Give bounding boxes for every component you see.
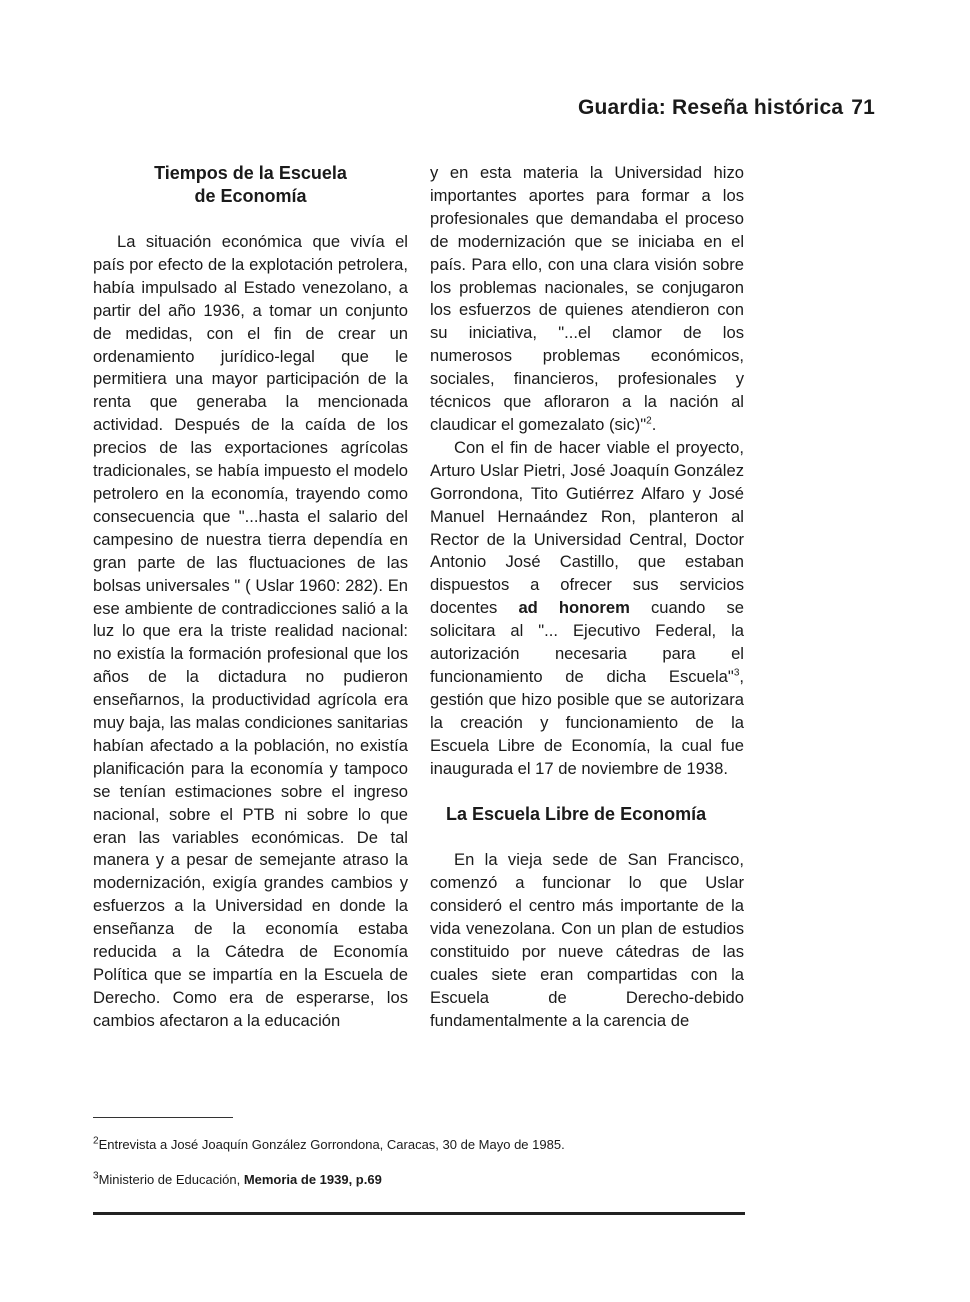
running-title: Guardia: Reseña histórica <box>577 96 844 119</box>
section-heading-line-2: de Economía <box>194 186 307 206</box>
footnote-mark-2: 2 <box>93 1135 99 1147</box>
footnote-text: Ministerio de Educación, <box>98 1172 244 1187</box>
running-header <box>578 96 875 120</box>
left-column <box>93 162 408 1033</box>
paragraph-text: y en esta materia la Universidad hizo importantes aportes para formar a los profesionales que demandaba el proceso de modernización que se iniciaba en el país. Para ello, con una clara visión sobre los problemas nacionales, se conjugaron los esfuerzos de quienes atendieron con su iniciativa, "...el clamor de los numerosos problemas económicos, sociales, financieros, profesionales y técnicos que afloraron a la nación al claudicar el gomezalato (sic)" <box>430 163 744 434</box>
footnote-2 <box>93 1137 565 1153</box>
paragraph-text: Con el fin de hacer viable el proyecto, Arturo Uslar Pietri, José Joaquín González Gorrondona, Tito Gutiérrez Alfaro y José Manuel Hernaández Ron, planteron al Rector de la Universidad Central, Doctor Antonio José Castillo, que estaban dispuestos a ofrecer sus servicios docentes <box>430 437 744 618</box>
footnote-text: Entrevista a José Joaquín González Gorrondona, Caracas, 30 de Mayo de 1985. <box>98 1137 565 1152</box>
footnote-3 <box>93 1172 382 1188</box>
page-bottom-rule <box>93 1212 745 1215</box>
page-number: 71 <box>851 96 875 119</box>
footnote-ref-2[interactable]: 2 <box>646 415 652 427</box>
footnote-ref-3[interactable]: 3 <box>733 667 740 679</box>
section-heading-tiempos <box>93 162 408 208</box>
body-paragraph-2 <box>430 437 744 781</box>
body-paragraph-1: La situación económica que vivía el país por efecto de la explotación petrolera, había impulsado al Estado venezolano, a partir del año 1936, a tomar un conjunto de medidas, con el fin de crear un ordenamiento jurídico-legal que le permitiera una mayor participación de la renta que generaba la mencionada actividad. Después de la caída de los precios de las exportaciones agrícolas tradicionales, se había impuesto el modelo petrolero en la economía, trayendo como consecuencia que "...hasta el salario del campesino de nuestra tierra dependía en gran parte de las fluctuaciones de las bolsas universales " ( Uslar 1960: 282). En ese ambiente de contradicciones salió a la luz lo que era la triste realidad nacional: no existía la formación profesional que los años de la dictadura no pudieron enseñarnos, la productividad agrícola era muy baja, las malas condiciones sanitarias habían afectado a la población, no existía planificación para la economía y tampoco se tenían estimaciones sobre el ingreso nacional, sobre el PTB ni sobre lo que eran las variables económicas. De tal manera y a pesar de semejante atraso la modernización, exigía grandes cambios y esfuerzos a la Universidad en donde la enseñanza de la economía estaba reducida a la Cátedra de Economía Política que se impartía en la Escuela de Derecho. Como era de esperarse, los cambios afectaron a la educación <box>93 232 408 1030</box>
footnote-separator <box>93 1117 233 1118</box>
paragraph-text-end: . <box>651 414 657 434</box>
emphasis-ad-honorem: ad honorem <box>518 598 630 618</box>
paragraph-text-mid: cuando se solicitara al "... Ejecutivo Federal, la autorización necesaria para el funcionamiento de dicha Escuela" <box>430 598 744 686</box>
paragraph-text-end: , gestión que hizo posible que se autorizara la creación y funcionamiento de la Escuela Libre de Economía, la cual fue inaugurada el 17 de noviembre de 1938. <box>430 666 744 778</box>
section-heading-line-1: Tiempos de la Escuela <box>154 163 347 183</box>
footnote-bold-title: Memoria de 1939, p.69 <box>243 1172 382 1187</box>
section-heading-escuela-libre: La Escuela Libre de Economía <box>446 804 707 825</box>
footnote-mark-3: 3 <box>93 1170 99 1182</box>
body-paragraph-3: En la vieja sede de San Francisco, comenzó a funcionar lo que Uslar consideró el centro más importante de la vida venezolana. Con un plan de estudios constituido por nueve cátedras de las cuales siete eran compartidas con la Escuela de Derecho-debido fundamentalmente a la carencia de <box>430 850 744 1030</box>
body-paragraph-1-continued <box>430 162 744 437</box>
right-column <box>430 162 744 1033</box>
